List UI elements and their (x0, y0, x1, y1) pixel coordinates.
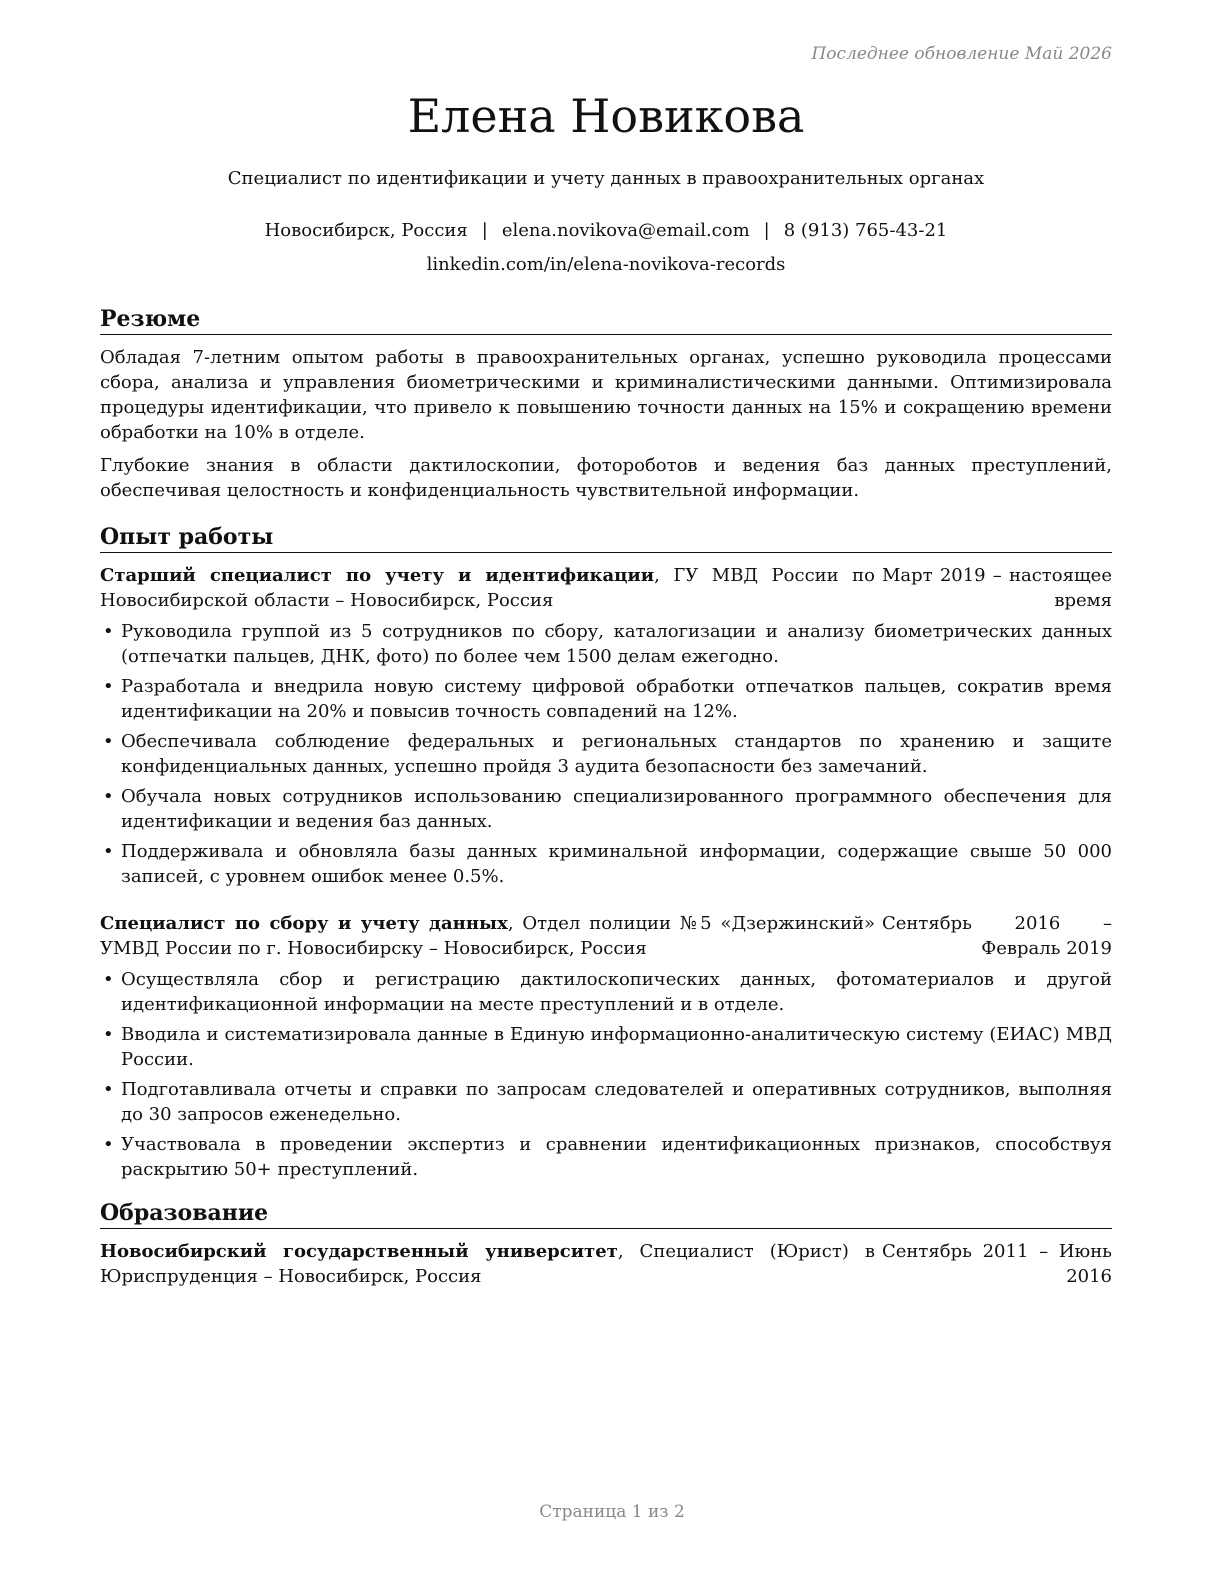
summary-paragraph: Глубокие знания в области дактилоскопии, фотороботов и ведения баз данных преступлений, обеспечивая целостность и конфиденциальность чувствительной информации. (100, 455, 1112, 501)
list-item (100, 967, 1112, 1017)
bullet-text: Вводила и систематизировала данные в Единую информационно-аналитическую систему (ЕИАС) МВД России. (121, 1024, 1112, 1070)
contact-info (100, 219, 1112, 243)
job-header (100, 563, 1112, 613)
bullet-icon: • (103, 786, 114, 807)
bullet-icon: • (103, 1134, 114, 1155)
bullet-text: Руководила группой из 5 сотрудников по сбору, каталогизации и анализу биометрических данных (отпечатки пальцев, ДНК, фото) по более чем 1500 делам ежегодно. (121, 621, 1112, 667)
section-title-experience: Опыт работы (100, 523, 1112, 553)
job-title-org (100, 563, 875, 613)
bullet-icon: • (103, 676, 114, 697)
degree: , Специалист (Юрист) в Юриспруденция – Новосибирск, Россия (100, 1241, 875, 1287)
education-section (100, 1199, 1112, 1289)
job-bullets (100, 967, 1112, 1182)
job-role: Старший специалист по учету и идентификации (100, 565, 655, 586)
list-item (100, 784, 1112, 834)
separator: | (481, 220, 488, 241)
job-entry (100, 563, 1112, 889)
list-item (100, 1022, 1112, 1072)
bullet-text: Обеспечивала соблюдение федеральных и региональных стандартов по хранению и защите конфиденциальных данных, успешно пройдя 3 аудита безопасности без замечаний. (121, 731, 1112, 777)
list-item (100, 1132, 1112, 1182)
bullet-text: Разработала и внедрила новую систему цифровой обработки отпечатков пальцев, сократив время идентификации на 20% и повысив точность совпадений на 12%. (121, 676, 1112, 722)
bullet-text: Обучала новых сотрудников использованию специализированного программного обеспечения для идентификации и ведения баз данных. (121, 786, 1112, 832)
last-updated: Последнее обновление Май 2026 (811, 44, 1112, 64)
candidate-headline: Специалист по идентификации и учету данных в правоохранительных органах (227, 168, 985, 189)
job-header (100, 911, 1112, 961)
job-bullets (100, 619, 1112, 889)
job-entry (100, 911, 1112, 1182)
education-entry (100, 1239, 1112, 1289)
bullet-text: Поддерживала и обновляла базы данных криминальной информации, содержащие свыше 50 000 записей, с уровнем ошибок менее 0.5%. (121, 841, 1112, 887)
location: Новосибирск, Россия (264, 220, 468, 241)
list-item (100, 674, 1112, 724)
bullet-icon: • (103, 1079, 114, 1100)
bullet-icon: • (103, 841, 114, 862)
bullet-icon: • (103, 731, 114, 752)
bullet-text: Осуществляла сбор и регистрацию дактилоскопических данных, фотоматериалов и другой идентификационной информации на месте преступлений и в отделе. (121, 969, 1112, 1015)
section-title-summary: Резюме (100, 305, 1112, 335)
experience-section (100, 523, 1112, 1187)
job-org: , Отдел полиции №5 «Дзержинский» УМВД России по г. Новосибирску – Новосибирск, Россия (100, 913, 875, 959)
bullet-icon: • (103, 621, 114, 642)
list-item (100, 1077, 1112, 1127)
job-dates: Март 2019 – настоящее время (882, 565, 1112, 611)
job-role: Специалист по сбору и учету данных (100, 913, 508, 934)
list-item (100, 729, 1112, 779)
email-link[interactable]: elena.novikova@email.com (501, 220, 750, 241)
list-item (100, 839, 1112, 889)
job-title-org (100, 911, 875, 961)
bullet-text: Подготавливала отчеты и справки по запросам следователей и оперативных сотрудников, выполняя до 30 запросов еженедельно. (121, 1079, 1112, 1125)
linkedin-link[interactable]: linkedin.com/in/elena-novikova-records (426, 254, 786, 275)
bullet-icon: • (103, 1024, 114, 1045)
job-org: , ГУ МВД России по Новосибирской области – Новосибирск, Россия (100, 565, 875, 611)
phone: 8 (913) 765-43-21 (783, 220, 948, 241)
job-dates: Сентябрь 2016 – Февраль 2019 (882, 913, 1112, 959)
bullet-icon: • (103, 969, 114, 990)
candidate-name: Елена Новикова (407, 89, 805, 143)
separator: | (763, 220, 770, 241)
list-item (100, 619, 1112, 669)
section-title-education: Образование (100, 1199, 1112, 1229)
summary-paragraph: Обладая 7-летним опытом работы в правоохранительных органах, успешно руководила процессами сбора, анализа и управления биометрическими и криминалистическими данными. Оптимизировала процедуры идентификации, что привело к повышению точности данных на 15% и сокращению времени обработки на 10% в отделе. (100, 347, 1112, 443)
education-dates: Сентябрь 2011 – Июнь 2016 (882, 1241, 1112, 1287)
page-number: Страница 1 из 2 (539, 1502, 685, 1522)
bullet-text: Участвовала в проведении экспертиз и сравнении идентификационных признаков, способствуя раскрытию 50+ преступлений. (121, 1134, 1112, 1180)
institution-name: Новосибирский государственный университет (100, 1241, 618, 1262)
education-institution-degree (100, 1239, 875, 1289)
summary-section (100, 305, 1112, 511)
